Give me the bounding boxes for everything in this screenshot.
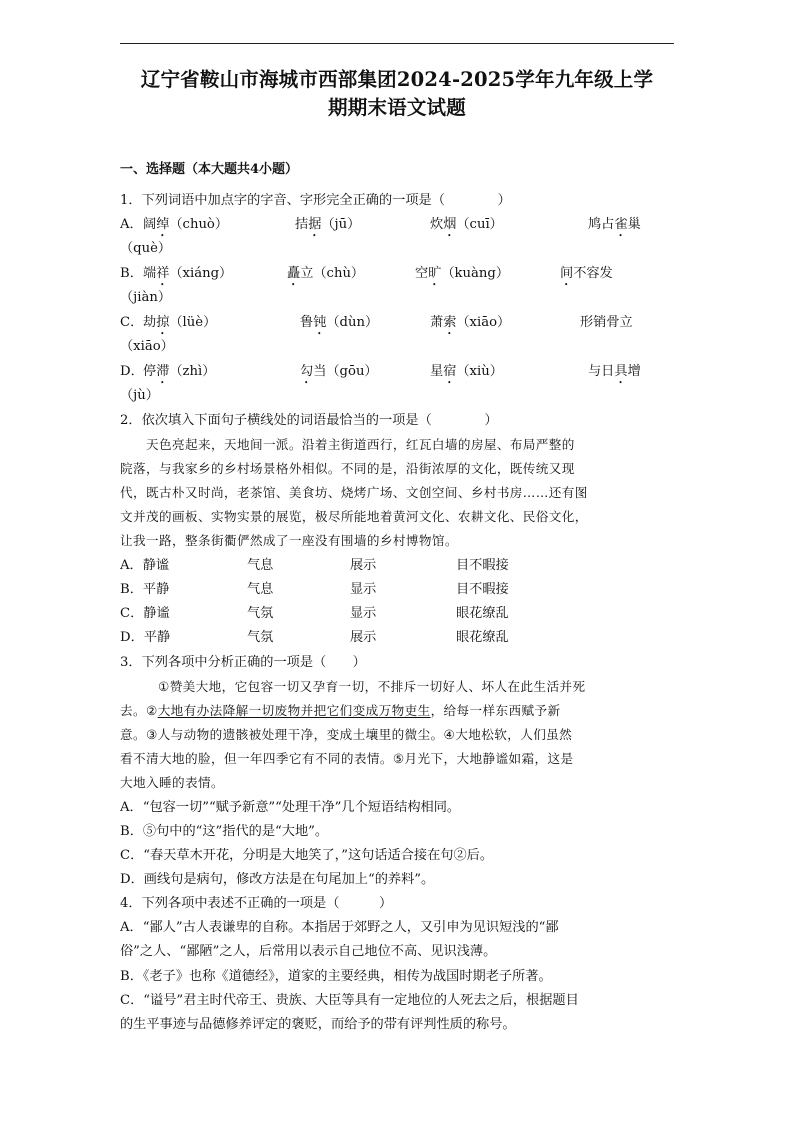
q3-passage-line: ①赞美大地，它包容一切又孕育一切，不排斥一切好人、坏人在此生活并死	[158, 679, 586, 694]
q1-b-word3: 空旷（kuàng）	[415, 266, 510, 281]
q1-option-a-label: A．	[120, 217, 143, 232]
q2-option-c-word3: 显示	[350, 606, 377, 621]
q2-option-a-word3: 展示	[350, 558, 377, 573]
title-line-2: 期期末语文试题	[328, 96, 466, 119]
q1-b-word4: 间不容发	[560, 266, 613, 281]
q4-option-a-cont: 俗”之人、“鄙陋”之人，后常用以表示自己地位不高、见识浅薄。	[120, 944, 497, 959]
q2-option-b-word2: 气息	[247, 582, 274, 597]
q2-passage-line: 院落，与我家乡的乡村场景格外相似。不同的是，沿街浓厚的文化，既传统又现	[120, 461, 575, 476]
q3-passage-line: 去。②大地有办法降解一切废物并把它们变成万物吏生，给每一样东西赋予新	[120, 703, 561, 718]
q2-passage-line: 天色亮起来，天地间一派。沿着主街道西行，红瓦白墙的房屋、布局严整的	[146, 437, 575, 452]
q2-passage-line: 文并茂的画板、实物实景的展览，极尽所能地着黄河文化、农耕文化、民俗文化，	[120, 509, 588, 524]
q3-option-a: A．“包容一切”“赋予新意”“处理干净”几个短语结构相同。	[120, 800, 461, 815]
q3-option-d: D．画线句是病句，修改方法是在句尾加上“的养料”。	[120, 872, 435, 887]
q1-option-b-label: B．	[120, 266, 143, 281]
q1-d-word1: 停滞（zhì）	[143, 364, 216, 379]
q2-option-d: D．平静	[120, 630, 171, 645]
q1-a-word4: 鸠占雀巢	[588, 217, 641, 232]
q2-option-d-word4: 眼花缭乱	[456, 630, 509, 645]
q4-option-b: B．《老子》也称《道德经》，道家的主要经典，相传为战国时期老子所著。	[120, 969, 552, 984]
q1-b-word1: 端祥（xiáng）	[143, 266, 233, 281]
q4-option-c: C．“谥号”君主时代帝王、贵族、大臣等具有一定地位的人死去之后，根据题目	[120, 993, 579, 1008]
q3-option-b: B．⑤句中的“这”指代的是“大地”。	[120, 824, 329, 839]
q2-option-b: B．平静	[120, 582, 170, 597]
q1-stem: 1．下列词语中加点字的字音、字形完全正确的一项是（ ）	[120, 193, 511, 208]
q1-c-word1: 劫掠（lüè）	[143, 315, 217, 330]
q3-passage-line: 看不清大地的脸，但一年四季它有不同的表情。⑤月光下，大地静谧如霜，这是	[120, 751, 574, 766]
q1-c-word4-pinyin: （xiāo）	[120, 339, 174, 354]
q1-a-word1: 阔绰（chuò）	[143, 217, 229, 232]
q1-d-word4: 与日具增	[588, 364, 641, 379]
q1-b-word2: 矗立（chù）	[287, 266, 365, 281]
q2-option-c: C．静谧	[120, 606, 170, 621]
q3-option-c: C．“春天草木开花，分明是大地笑了，”这句话适合接在句②后。	[120, 848, 494, 863]
q4-option-c-cont: 的生平事迹与品德修养评定的褒贬，而给予的带有评判性质的称号。	[120, 1017, 516, 1032]
q1-d-word4-pinyin: （jù）	[120, 388, 159, 403]
q3-stem: 3．下列各项中分析正确的一项是（ ）	[120, 655, 366, 670]
q1-a-word3: 炊烟（cuī）	[430, 217, 503, 232]
q1-a-word2: 拮据（jū）	[295, 217, 361, 232]
q2-option-c-word2: 气氛	[247, 606, 274, 621]
q4-stem: 4．下列各项中表述不正确的一项是（ ）	[120, 896, 393, 911]
title-line-1: 辽宁省鞍山市海城市西部集团2024-2025学年九年级上学	[140, 68, 654, 91]
q2-option-b-word3: 显示	[350, 582, 377, 597]
q2-option-d-word2: 气氛	[247, 630, 274, 645]
q2-option-d-word3: 展示	[350, 630, 377, 645]
header-rule	[120, 43, 674, 44]
q1-b-word4-pinyin: （jiàn）	[120, 290, 172, 305]
q1-option-d-label: D．	[120, 364, 144, 379]
q3-passage-line: 意。③人与动物的遗骸被处理干净，变成土壤里的微尘。④大地松软，人们虽然	[120, 727, 573, 742]
q2-passage-line: 代，既古朴又时尚，老茶馆、美食坊、烧烤广场、文创空间、乡村书房……还有图	[120, 485, 588, 500]
page-title	[110, 66, 684, 122]
section-heading: 一、选择题（本大题共4小题）	[120, 162, 299, 177]
q1-d-word3: 星宿（xiù）	[430, 364, 503, 379]
q2-option-a: A．静谧	[120, 558, 170, 573]
q1-option-c-label: C．	[120, 315, 144, 330]
q2-option-c-word4: 眼花缭乱	[456, 606, 509, 621]
q2-passage-line: 让我一路，整条街衢俨然成了一座没有围墙的乡村博物馆。	[120, 533, 458, 548]
q2-stem: 2．依次填入下面句子横线处的词语最恰当的一项是（ ）	[120, 413, 498, 428]
q4-option-a: A．“鄙人”古人表谦卑的自称。本指居于郊野之人，又引申为见识短浅的“鄙	[120, 920, 559, 935]
q1-c-word2: 鲁钝（dùn）	[300, 315, 379, 330]
q2-option-b-word4: 目不暇接	[456, 582, 509, 597]
q1-c-word4: 形销骨立	[580, 315, 633, 330]
q1-c-word3: 萧索（xiāo）	[430, 315, 511, 330]
q1-a-word4-pinyin: （què）	[120, 241, 172, 256]
q2-option-a-word2: 气息	[247, 558, 274, 573]
q3-underlined-sentence: 大地有办法降解一切废物并把它们变成万物吏生	[157, 703, 431, 718]
q3-passage-line: 大地入睡的表情。	[120, 775, 224, 790]
q1-d-word2: 勾当（gōu）	[300, 364, 378, 379]
q2-option-a-word4: 目不暇接	[456, 558, 509, 573]
